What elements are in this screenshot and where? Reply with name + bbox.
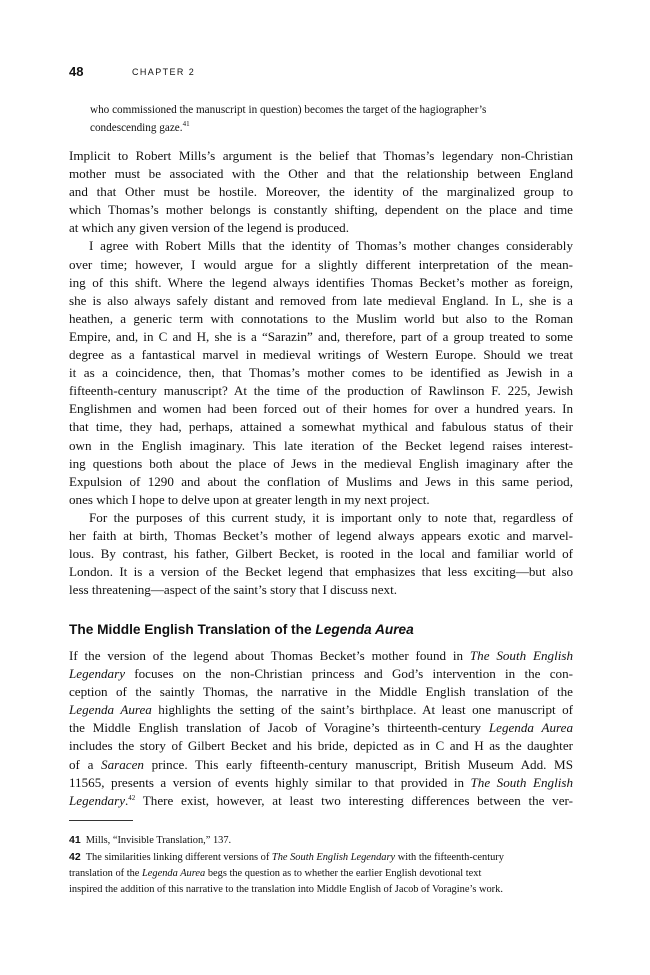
footnote-number: 41 bbox=[69, 834, 81, 846]
footnote-number: 42 bbox=[69, 851, 81, 863]
text-line: heathen, a generic term with connotations to the Muslim world but also to the Roman bbox=[69, 310, 573, 326]
block-quote-line bbox=[90, 120, 565, 138]
footnote-42 bbox=[69, 849, 573, 898]
text-run: translation of the bbox=[69, 868, 143, 879]
footnote-text: Mills, “Invisible Translation,” 137. bbox=[85, 835, 232, 846]
text-line bbox=[69, 665, 573, 683]
text-line: her faith at birth, Thomas Becket’s mother of legend always appears exotic and marvel- bbox=[69, 527, 573, 543]
text-line: ones which I hope to delve upon at greater length in my next project. bbox=[69, 491, 430, 507]
text-line: that time, they had, perhaps, attained a somewhat mythical and fabulous status of their bbox=[69, 419, 573, 435]
text-line: she is also always safely distant and removed from late medieval England. In L, she is a bbox=[69, 292, 573, 308]
footnote-line bbox=[69, 866, 573, 882]
paragraph-4 bbox=[69, 647, 573, 810]
italic-title: The South English bbox=[470, 774, 573, 790]
text-line: ing of this shift. Where the legend always identifies Thomas Becket’s mother as foreign, bbox=[69, 274, 573, 290]
text-line: London. It is a version of the Becket legend that emphasizes that less exciting—but also bbox=[69, 564, 573, 580]
text-run: the Middle English translation of Jacob of Voragine’s thirteenth-century bbox=[69, 720, 489, 736]
paragraph-2 bbox=[69, 237, 573, 508]
paragraph-1 bbox=[69, 147, 573, 237]
footnote-line: inspired the addition of this narrative to the translation into Middle English of Jacob of Voragine’s work. bbox=[69, 884, 503, 895]
text-line: ing questions both about the place of Jews in the medieval English imaginary after the bbox=[69, 455, 573, 471]
text-line: and that Other must be hostile. Moreover, the identity of the marginalized group to bbox=[69, 184, 573, 200]
footnote-line bbox=[69, 849, 573, 866]
text-line: lous. By contrast, his father, Gilbert Becket, is rooted in the local and familiar world of bbox=[69, 546, 573, 562]
text-run: of a bbox=[69, 756, 102, 772]
text-line: Englishmen and women had been forced out of their homes for over a hundred years. In bbox=[69, 401, 573, 417]
text-line: which Thomas’s mother belongs is constantly shifting, dependent on the place and time bbox=[69, 202, 573, 218]
text-run: 11565, presents a version of events highly similar to that provided in bbox=[69, 774, 471, 790]
text-run: focuses on the non-Christian princess and God’s intervention in the con- bbox=[125, 666, 573, 682]
italic-word: Saracen bbox=[101, 756, 144, 772]
text-line: degree as a fantastical marvel in medieval writings of Western Europe. Should we treat bbox=[69, 347, 573, 363]
block-quote-text: condescending gaze. bbox=[90, 121, 183, 134]
text-line: includes the story of Gilbert Becket and his bride, depicted as in C and H as the daughter bbox=[69, 738, 573, 754]
footnote-rule bbox=[69, 820, 133, 821]
text-run: highlights the setting of the saint’s birthplace. At least one manuscript of bbox=[151, 702, 574, 718]
text-line: For the purposes of this current study, it is important only to note that, regardless of bbox=[89, 509, 573, 525]
text-line: at which any given version of the legend is produced. bbox=[69, 220, 349, 236]
text-line: Expulsion of 1290 and about the conflation of Muslims and Jews in this same period, bbox=[69, 473, 573, 489]
paragraph-3 bbox=[69, 509, 573, 599]
text-run: prince. This early fifteenth-century manuscript, British Museum Add. MS bbox=[143, 756, 573, 772]
footnote-ref: 41 bbox=[182, 119, 190, 128]
text-line: ception of the saintly Thomas, the narrative in the Middle English translation of the bbox=[69, 684, 573, 700]
text-line: fifteenth-century manuscript? At the time of the production of Rawlinson F. 225, Jewish bbox=[69, 383, 573, 399]
section-heading-title: Legenda Aurea bbox=[315, 622, 414, 637]
text-line bbox=[69, 774, 573, 792]
text-line: own in the English imaginary. This late iteration of the Becket legend raises interest- bbox=[69, 437, 573, 453]
page-number: 48 bbox=[69, 64, 84, 79]
footnote-41 bbox=[69, 832, 573, 849]
italic-title: Legenda Aurea bbox=[69, 702, 152, 718]
body-text bbox=[69, 147, 573, 599]
italic-title: Legenda Aurea bbox=[142, 868, 206, 879]
footnote-ref: 42 bbox=[128, 793, 136, 802]
text-run: The similarities linking different versions of bbox=[85, 852, 272, 863]
italic-title: Legendary bbox=[69, 792, 126, 808]
italic-title: Legenda Aurea bbox=[488, 720, 573, 736]
block-quote bbox=[90, 102, 565, 138]
text-run: There exist, however, at least two interesting differences between the ver- bbox=[135, 792, 573, 808]
section-heading bbox=[69, 621, 414, 639]
chapter-label: CHAPTER 2 bbox=[132, 67, 196, 77]
italic-title: The South English Legendary bbox=[271, 852, 396, 863]
text-line: Empire, and, in C and H, she is a “Sarazin” and, therefore, part of a group treated to some bbox=[69, 328, 573, 344]
text-line: Implicit to Robert Mills’s argument is the belief that Thomas’s legendary non-Christian bbox=[69, 148, 573, 163]
text-line bbox=[69, 647, 573, 665]
italic-title: The South English bbox=[469, 648, 573, 663]
text-line: less threatening—aspect of the saint’s story that I discuss next. bbox=[69, 582, 398, 598]
text-line: over time; however, I would argue for a slightly different interpretation of the mean- bbox=[69, 256, 573, 272]
text-line: I agree with Robert Mills that the identity of Thomas’s mother changes considerably bbox=[89, 238, 573, 254]
text-run: If the version of the legend about Thomas Becket’s mother found in bbox=[69, 648, 470, 663]
text-line bbox=[69, 756, 573, 774]
section-heading-text: The Middle English Translation of the bbox=[69, 622, 316, 637]
text-run: with the fifteenth-century bbox=[395, 852, 504, 863]
text-line: mother must be associated with the Other and that the relationship between England bbox=[69, 166, 573, 182]
period: . bbox=[125, 792, 129, 808]
italic-title: Legendary bbox=[69, 666, 126, 682]
footnotes bbox=[69, 832, 573, 898]
block-quote-line: who commissioned the manuscript in question) becomes the target of the hagiographer’s bbox=[90, 104, 487, 116]
text-run: begs the question as to whether the earlier English devotional text bbox=[205, 868, 482, 879]
text-line bbox=[69, 792, 573, 810]
text-line: it as a coincidence, then, that Thomas’s mother comes to be identified as Jewish in a bbox=[69, 365, 573, 381]
text-line bbox=[69, 719, 573, 737]
text-line bbox=[69, 701, 573, 719]
